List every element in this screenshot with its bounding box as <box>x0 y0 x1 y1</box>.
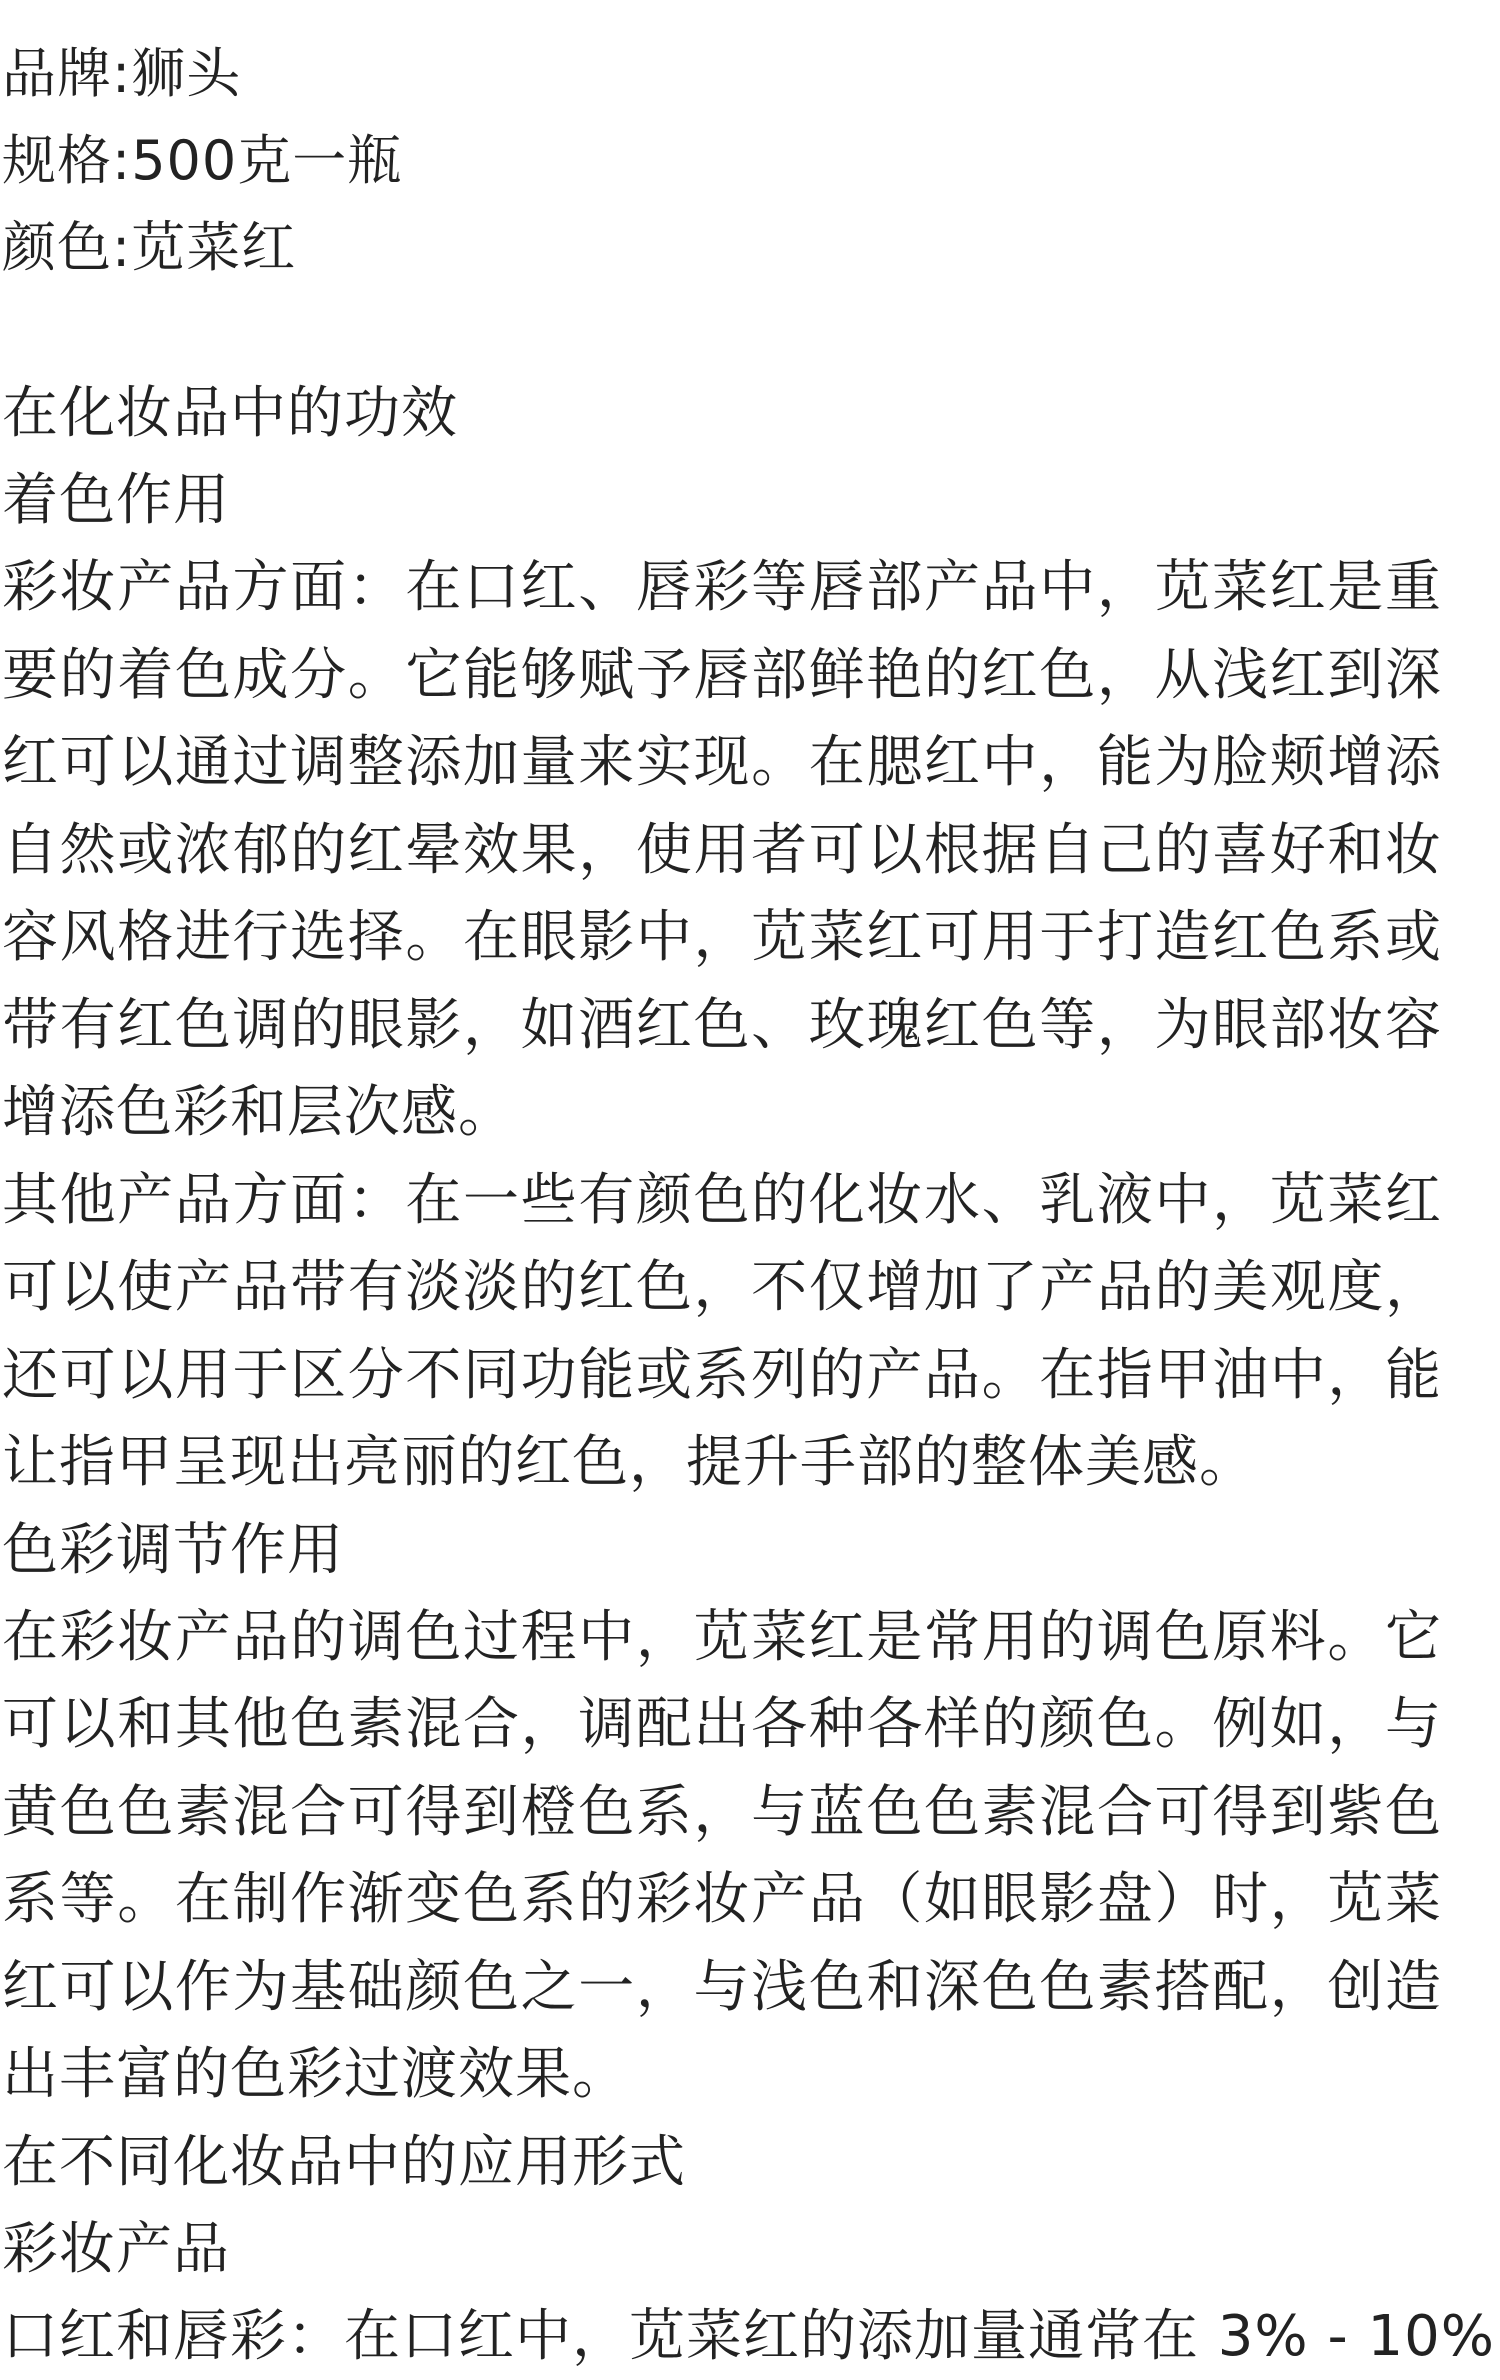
efficacy-heading: 在化妆品中的功效 <box>2 381 458 446</box>
size-line: 规格:500克一瓶 <box>2 129 403 192</box>
coloring-heading: 着色作用 <box>2 468 230 533</box>
article-body <box>2 370 1495 2380</box>
cut-off-text-line: 口红和唇彩：在口红中，苋菜红的添加量通常在 3% - 10% <box>2 2303 1495 2369</box>
color-adjust-heading: 色彩调节作用 <box>2 1517 344 1583</box>
other-products-paragraph: 其他产品方面：在一些有颜色的化妆水、乳液中，苋菜红可以使产品带有淡淡的红色，不仅增加了产品的美观度，还可以用于区分不同功能或系列的产品。在指甲油中，能让指甲呈现出亮丽的红色，提升手部的整体美感。 <box>2 1167 1442 1495</box>
application-heading: 在不同化妆品中的应用形式 <box>2 2129 686 2195</box>
color-adjust-paragraph: 在彩妆产品的调色过程中，苋菜红是常用的调色原料。它可以和其他色素混合，调配出各种各样的颜色。例如，与黄色色素混合可得到橙色系，与蓝色色素混合可得到紫色系等。在制作渐变色系的彩妆产品（如眼影盘）时，苋菜红可以作为基础颜色之一，与浅色和深色色素搭配，创造出丰富的色彩过渡效果。 <box>2 1604 1442 2107</box>
brand-line: 品牌:狮头 <box>2 42 242 105</box>
spec-block <box>2 30 402 291</box>
color-line: 颜色:苋菜红 <box>2 216 297 279</box>
makeup-paragraph: 彩妆产品方面：在口红、唇彩等唇部产品中，苋菜红是重要的着色成分。它能够赋予唇部鲜艳的红色，从浅红到深红可以通过调整添加量来实现。在腮红中，能为脸颊增添自然或浓郁的红晕效果，使用者可以根据自己的喜好和妆容风格进行选择。在眼影中，苋菜红可用于打造红色系或带有红色调的眼影，如酒红色、玫瑰红色等，为眼部妆容增添色彩和层次感。 <box>2 555 1442 1145</box>
makeup-products-heading: 彩妆产品 <box>2 2216 230 2282</box>
